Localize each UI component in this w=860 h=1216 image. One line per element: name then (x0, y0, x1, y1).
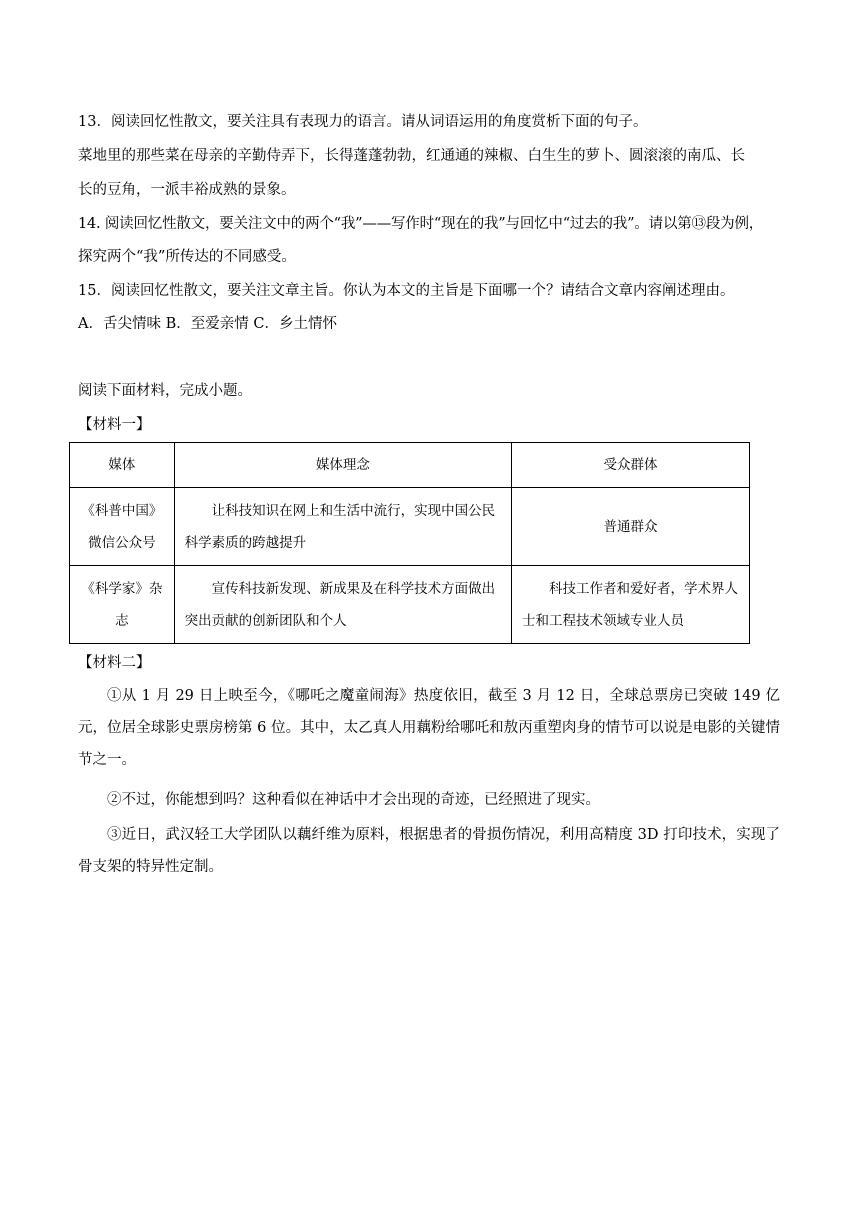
material-2-paragraph-1: ①从 1 月 29 日上映至今，《哪吒之魔童闹海》热度依旧，截至 3 月 12 日，全球总票房已突破 149 亿元，位居全球影史票房榜第 6 位。其中，太乙真人用藕粉给哪吒和敖丙重塑肉身的情节可以说是电影的关键情节之一。 (78, 688, 780, 768)
question-14-prompt-line2: 探究两个“我”所传达的不同感受。 (78, 249, 296, 265)
table-cell-concept: 宣传科技新发现、新成果及在科学技术方面做出突出贡献的创新团队和个人 (174, 566, 511, 644)
question-15-options: A．舌尖情味 B．至爱亲情 C．乡土情怀 (78, 316, 337, 332)
table-cell-concept: 让科技知识在网上和生活中流行，实现中国公民科学素质的跨越提升 (174, 488, 511, 566)
reading-instruction: 阅读下面材料，完成小题。 (78, 383, 252, 399)
material-2-paragraph-2: ②不过，你能想到吗？这种看似在神话中才会出现的奇迹，已经照进了现实。 (107, 792, 600, 808)
table-header-row (70, 443, 750, 488)
question-13-prompt: 13．阅读回忆性散文，要关注具有表现力的语言。请从词语运用的角度赏析下面的句子。 (78, 114, 648, 130)
question-13-sentence-line2: 长的豆角，一派丰裕成熟的景象。 (78, 182, 296, 198)
table-cell-media: 《科普中国》微信公众号 (70, 488, 175, 566)
question-15-prompt: 15．阅读回忆性散文，要关注文章主旨。你认为本文的主旨是下面哪一个？请结合文章内容阐述理由。 (78, 283, 735, 299)
media-comparison-table (69, 442, 750, 644)
table-row (70, 488, 750, 566)
material-2-label: 【材料二】 (78, 655, 151, 671)
table-cell-audience: 普通群众 (512, 488, 750, 566)
question-14-prompt-line1: 14. 阅读回忆性散文，要关注文中的两个“我”——写作时“现在的我”与回忆中“过去的我”。请以第⑬段为例， (78, 216, 764, 232)
question-13-sentence-line1: 菜地里的那些菜在母亲的辛勤侍弄下，长得蓬蓬勃勃，红通通的辣椒、白生生的萝卜、圆滚滚的南瓜、长 (78, 148, 745, 164)
table-cell-audience: 科技工作者和爱好者，学术界人士和工程技术领域专业人员 (512, 566, 750, 644)
table-header-media: 媒体 (70, 443, 175, 488)
table-header-audience: 受众群体 (512, 443, 750, 488)
table-header-concept: 媒体理念 (174, 443, 511, 488)
table-row (70, 566, 750, 644)
table-cell-media: 《科学家》杂志 (70, 566, 175, 644)
material-2-paragraph-3: ③近日，武汉轻工大学团队以藕纤维为原料，根据患者的骨损伤情况，利用高精度 3D 打印技术，实现了骨支架的特异性定制。 (78, 827, 780, 875)
material-1-label: 【材料一】 (78, 417, 151, 433)
